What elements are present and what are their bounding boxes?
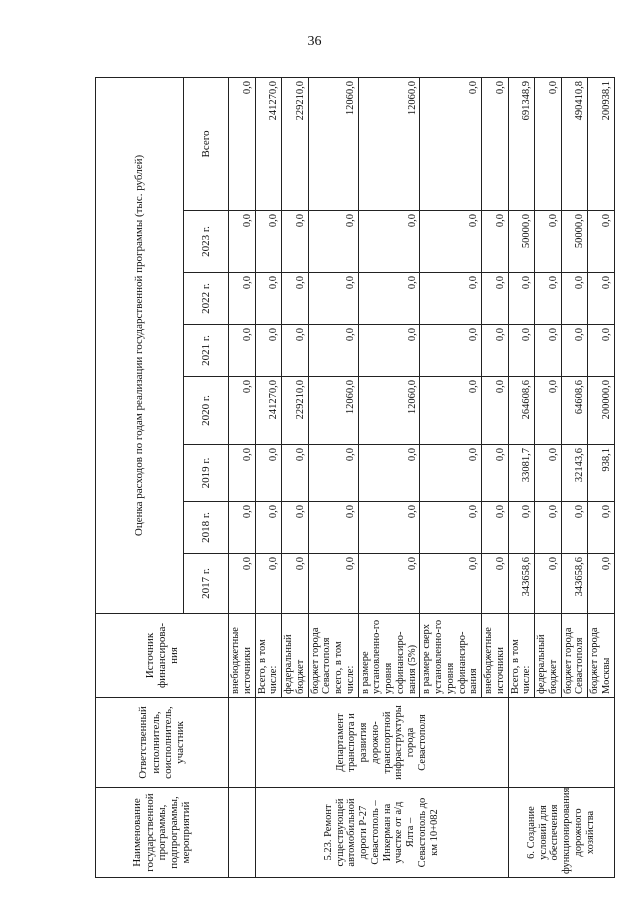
cell-value: 0,0 [535, 211, 562, 273]
cell-value: 0,0 [420, 445, 482, 502]
page-number: 36 [307, 34, 322, 49]
cell-source: бюджет города Севастополя [561, 614, 588, 698]
table-row [229, 77, 256, 877]
cell-name: 6. Создание условий для обеспечения функционирования дорожного хозяйства [508, 788, 614, 878]
cell-value: 0,0 [358, 554, 420, 614]
cell-value: 0,0 [420, 554, 482, 614]
cell-value: 0,0 [282, 273, 309, 325]
cell-value: 241270,0 [255, 377, 282, 445]
cell-value: 0,0 [420, 502, 482, 554]
cell-value: 0,0 [358, 273, 420, 325]
cell-source: в размере установленно-го уровня софинансиро-вания (5%) [358, 614, 420, 698]
cell-name: 5.23. Ремонт существующей автомобильной дороги Р-27 Севастополь – Инкерман на участке от а/д Ялта – Севастополь до км 10+082 [255, 788, 508, 878]
cell-value: 0,0 [308, 325, 358, 377]
cell-value: 229210,0 [282, 77, 309, 210]
cell-value: 200000,0 [588, 377, 615, 445]
cell-value: 0,0 [535, 445, 562, 502]
cell-value: 0,0 [255, 325, 282, 377]
cell-value: 0,0 [420, 325, 482, 377]
cell-value: 0,0 [255, 445, 282, 502]
cell-value: 12060,0 [358, 377, 420, 445]
cell-value: 0,0 [358, 211, 420, 273]
cell-responsible: Департамент транспорта и развития дорожно-транспортной инфраструктуры города Севастополя [255, 698, 508, 788]
cell-value: 0,0 [535, 325, 562, 377]
cell-value: 0,0 [358, 502, 420, 554]
cell-value: 0,0 [588, 325, 615, 377]
cell-value: 0,0 [229, 325, 256, 377]
cell-value: 50000,0 [561, 211, 588, 273]
cell-value: 0,0 [229, 211, 256, 273]
cell-value: 0,0 [255, 211, 282, 273]
cell-value: 0,0 [229, 502, 256, 554]
cell-value: 0,0 [358, 325, 420, 377]
header-year: 2019 г. [184, 445, 229, 502]
cell-value: 0,0 [420, 211, 482, 273]
header-year: 2018 г. [184, 502, 229, 554]
cell-value: 0,0 [482, 325, 509, 377]
header-row-1 [96, 77, 184, 877]
cell-value: 0,0 [482, 377, 509, 445]
cell-value: 0,0 [482, 77, 509, 210]
cell-value: 0,0 [535, 554, 562, 614]
cell-name [229, 788, 256, 878]
cell-value: 0,0 [282, 502, 309, 554]
header-responsible: Ответственный исполнитель, соисполнитель, участник [96, 698, 229, 788]
cell-value: 0,0 [229, 273, 256, 325]
cell-value: 33081,7 [508, 445, 535, 502]
cell-value: 50000,0 [508, 211, 535, 273]
cell-value: 0,0 [588, 502, 615, 554]
cell-value: 0,0 [588, 211, 615, 273]
cell-value: 241270,0 [255, 77, 282, 210]
cell-value: 691348,9 [508, 77, 535, 210]
header-year: 2017 г. [184, 554, 229, 614]
cell-value: 200938,1 [588, 77, 615, 210]
cell-value: 490410,8 [561, 77, 588, 210]
cell-value: 0,0 [308, 554, 358, 614]
header-total: Всего [184, 77, 229, 210]
cell-value: 0,0 [508, 273, 535, 325]
cell-value: 0,0 [482, 273, 509, 325]
cell-value: 0,0 [535, 77, 562, 210]
cell-value: 0,0 [508, 502, 535, 554]
cell-value: 0,0 [535, 377, 562, 445]
cell-value: 0,0 [482, 554, 509, 614]
cell-value: 12060,0 [358, 77, 420, 210]
cell-value: 0,0 [482, 211, 509, 273]
cell-source: в размере сверх установленно-го уровня софинансиро-вания [420, 614, 482, 698]
header-name: Наименование государственной программы, подпрограммы, мероприятий [96, 788, 229, 878]
cell-value: 0,0 [561, 325, 588, 377]
cell-value: 0,0 [535, 502, 562, 554]
cell-value: 0,0 [482, 445, 509, 502]
cell-responsible [508, 698, 614, 788]
cell-value: 0,0 [358, 445, 420, 502]
cell-source: бюджет города Москвы [588, 614, 615, 698]
cell-value: 0,0 [282, 445, 309, 502]
cell-value: 0,0 [308, 211, 358, 273]
cell-value: 264608,6 [508, 377, 535, 445]
cell-value: 0,0 [282, 325, 309, 377]
cell-source: бюджет города Севастополя всего, в том числе: [308, 614, 358, 698]
cell-value: 0,0 [229, 377, 256, 445]
cell-value: 0,0 [282, 211, 309, 273]
cell-source: внебюджетные источники [229, 614, 256, 698]
header-source: Источник финансирова-ния [96, 614, 229, 698]
cell-value: 0,0 [420, 77, 482, 210]
cell-value: 12060,0 [308, 377, 358, 445]
cell-value: 0,0 [482, 502, 509, 554]
cell-responsible [229, 698, 256, 788]
cell-value: 0,0 [308, 445, 358, 502]
cell-source: Всего, в том числе: [508, 614, 535, 698]
cell-value: 0,0 [561, 502, 588, 554]
header-year: 2022 г. [184, 273, 229, 325]
cell-value: 32143,6 [561, 445, 588, 502]
cell-value: 12060,0 [308, 77, 358, 210]
cell-source: федеральный бюджет [282, 614, 309, 698]
cell-value: 0,0 [255, 554, 282, 614]
table-row [508, 77, 535, 877]
cell-value: 229210,0 [282, 377, 309, 445]
cell-source: Всего, в том числе: [255, 614, 282, 698]
header-year: 2020 г. [184, 377, 229, 445]
cell-value: 0,0 [588, 273, 615, 325]
header-year: 2021 г. [184, 325, 229, 377]
cell-value: 0,0 [508, 325, 535, 377]
cell-value: 0,0 [282, 554, 309, 614]
cell-value: 0,0 [229, 445, 256, 502]
cell-value: 938,1 [588, 445, 615, 502]
cell-value: 64608,6 [561, 377, 588, 445]
cell-value: 0,0 [535, 273, 562, 325]
rotated-table-wrapper [95, 78, 613, 878]
cell-value: 0,0 [588, 554, 615, 614]
cell-value: 0,0 [308, 502, 358, 554]
cell-value: 0,0 [229, 77, 256, 210]
cell-value: 0,0 [420, 273, 482, 325]
expenditure-table [95, 77, 615, 878]
header-estimate: Оценка расходов по годам реализации государственной программы (тыс. рублей) [96, 77, 184, 613]
cell-value: 0,0 [420, 377, 482, 445]
cell-source: внебюджетные источники [482, 614, 509, 698]
cell-value: 0,0 [229, 554, 256, 614]
cell-source: федеральный бюджет [535, 614, 562, 698]
cell-value: 343658,6 [561, 554, 588, 614]
cell-value: 0,0 [308, 273, 358, 325]
header-year: 2023 г. [184, 211, 229, 273]
cell-value: 0,0 [255, 502, 282, 554]
cell-value: 0,0 [561, 273, 588, 325]
cell-value: 343658,6 [508, 554, 535, 614]
table-row [255, 77, 282, 877]
cell-value: 0,0 [255, 273, 282, 325]
